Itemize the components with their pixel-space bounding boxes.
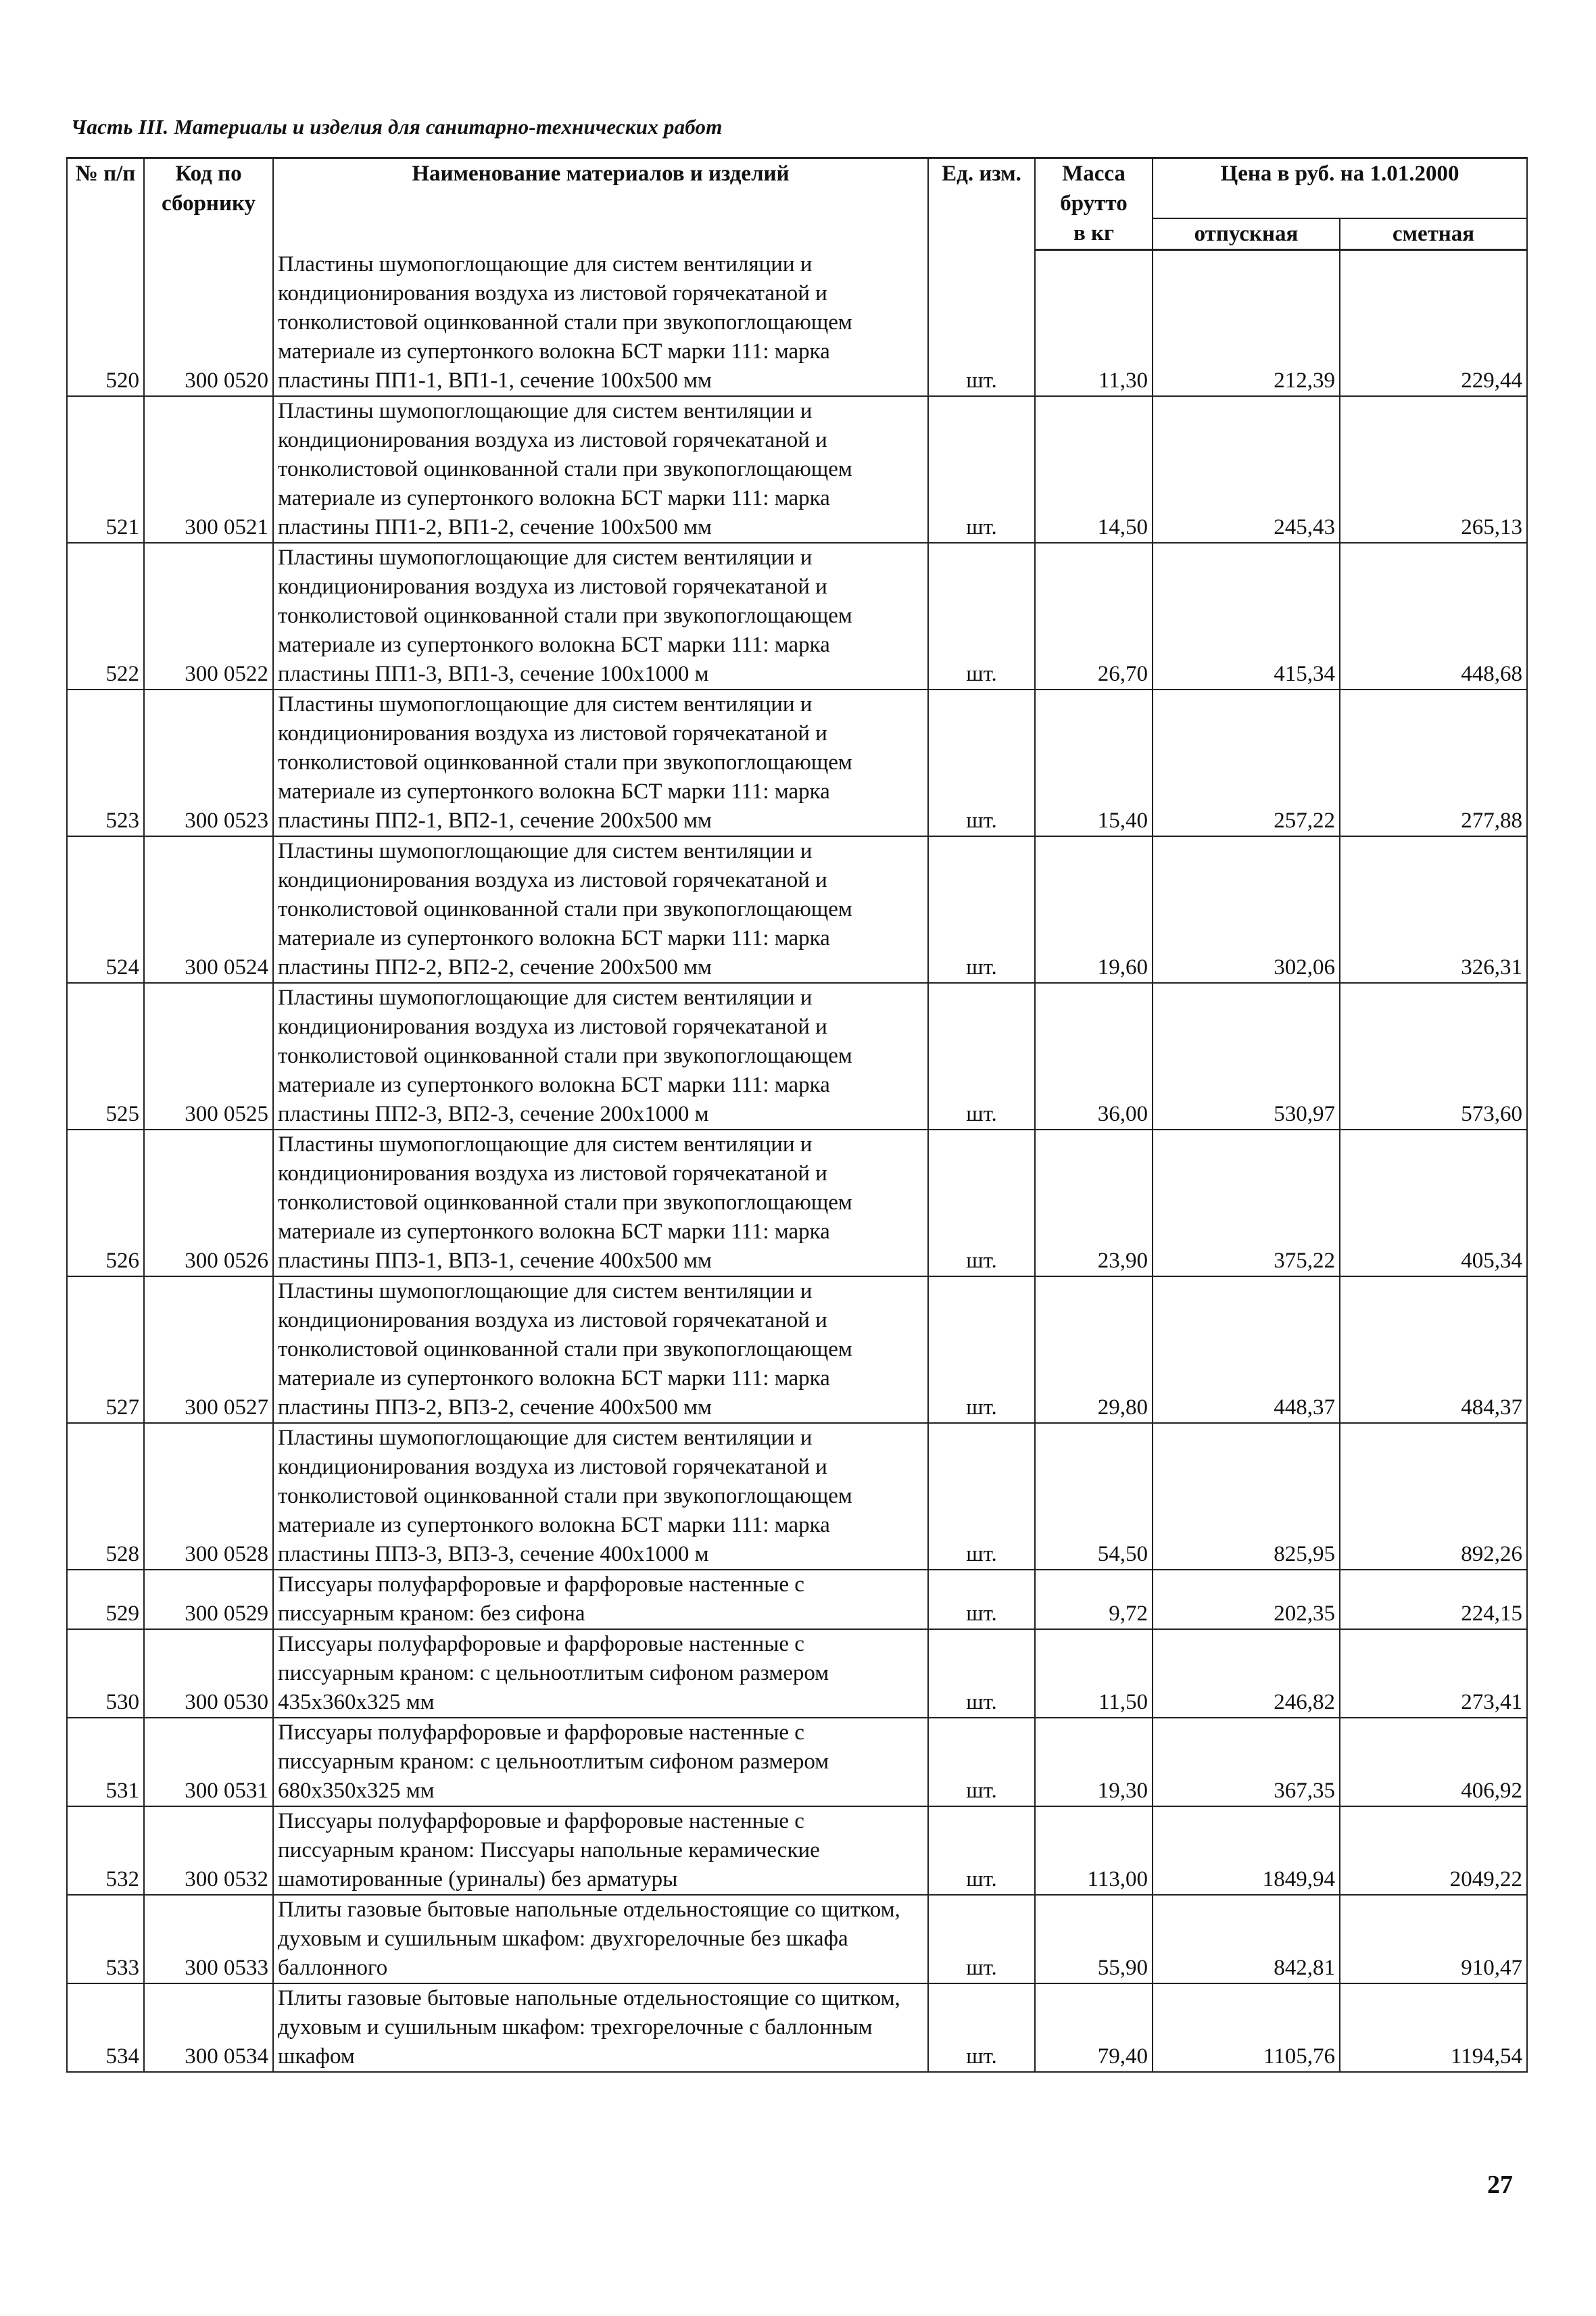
row-name: Пластины шумопоглощающие для систем вентиляции и кондиционирования воздуха из листовой горячекатаной и тонколистовой оцинкованной стали при звукопоглощающем материале из супертонкого волокна БСТ марки 111: марка пластины ПП3-1, ВП3-1, сечение 400х500 мм [273,1130,928,1276]
row-code: 300 0532 [144,1806,273,1895]
row-mass: 14,50 [1035,396,1153,543]
row-name: Пластины шумопоглощающие для систем вентиляции и кондиционирования воздуха из листовой горячекатаной и тонколистовой оцинкованной стали при звукопоглощающем материале из супертонкого волокна БСТ марки 111: марка пластины ПП3-3, ВП3-3, сечение 400х1000 м [273,1423,928,1570]
row-price-release: 842,81 [1153,1895,1340,1983]
row-mass: 19,60 [1035,836,1153,983]
row-price-estimate: 484,37 [1340,1276,1527,1423]
header-price-release: отпускная [1153,218,1340,250]
row-price-estimate: 573,60 [1340,983,1527,1130]
row-name: Писсуары полуфарфоровые и фарфоровые настенные с писсуарным краном: с цельноотлитым сифоном размером 680х350х325 мм [273,1718,928,1806]
table-row [67,1276,1527,1423]
row-number: 532 [67,1806,144,1895]
row-price-release: 257,22 [1153,690,1340,836]
row-price-release: 302,06 [1153,836,1340,983]
table-row [67,983,1527,1130]
row-price-release: 202,35 [1153,1570,1340,1629]
row-unit: шт. [928,1276,1035,1423]
table-row [67,1718,1527,1806]
row-price-release: 1849,94 [1153,1806,1340,1895]
row-price-release: 212,39 [1153,250,1340,396]
row-number: 531 [67,1718,144,1806]
row-unit: шт. [928,1629,1035,1718]
table-row [67,543,1527,690]
row-name: Писсуары полуфарфоровые и фарфоровые настенные с писсуарным краном: без сифона [273,1570,928,1629]
row-unit: шт. [928,1983,1035,2072]
row-number: 534 [67,1983,144,2072]
row-name: Плиты газовые бытовые напольные отдельностоящие со щитком, духовым и сушильным шкафом: двухгорелочные без шкафа баллонного [273,1895,928,1983]
row-code: 300 0524 [144,836,273,983]
row-code: 300 0529 [144,1570,273,1629]
row-price-estimate: 448,68 [1340,543,1527,690]
row-code: 300 0525 [144,983,273,1130]
page-number: 27 [1487,2171,1513,2199]
row-code: 300 0521 [144,396,273,543]
table-row [67,1895,1527,1983]
row-unit: шт. [928,250,1035,396]
row-price-release: 415,34 [1153,543,1340,690]
row-price-release: 825,95 [1153,1423,1340,1570]
row-code: 300 0528 [144,1423,273,1570]
row-unit: шт. [928,836,1035,983]
row-code: 300 0526 [144,1130,273,1276]
row-code: 300 0533 [144,1895,273,1983]
row-name: Писсуары полуфарфоровые и фарфоровые настенные с писсуарным краном: Писсуары напольные керамические шамотированные (уриналы) без арматуры [273,1806,928,1895]
row-unit: шт. [928,690,1035,836]
row-unit: шт. [928,1423,1035,1570]
row-price-estimate: 2049,22 [1340,1806,1527,1895]
row-code: 300 0530 [144,1629,273,1718]
table-row [67,396,1527,543]
row-name: Пластины шумопоглощающие для систем вентиляции и кондиционирования воздуха из листовой горячекатаной и тонколистовой оцинкованной стали при звукопоглощающем материале из супертонкого волокна БСТ марки 111: марка пластины ПП3-2, ВП3-2, сечение 400х500 мм [273,1276,928,1423]
row-mass: 36,00 [1035,983,1153,1130]
row-number: 524 [67,836,144,983]
row-code: 300 0534 [144,1983,273,2072]
table-row [67,690,1527,836]
table-row [67,1423,1527,1570]
table-header-row [67,158,1527,219]
table-row [67,1629,1527,1718]
row-name: Плиты газовые бытовые напольные отдельностоящие со щитком, духовым и сушильным шкафом: трехгорелочные с баллонным шкафом [273,1983,928,2072]
row-mass: 19,30 [1035,1718,1153,1806]
row-mass: 29,80 [1035,1276,1153,1423]
header-mass-unit: в кг [1035,218,1153,250]
row-number: 527 [67,1276,144,1423]
header-price-estimate: сметная [1340,218,1527,250]
row-number: 526 [67,1130,144,1276]
row-price-release: 530,97 [1153,983,1340,1130]
row-price-estimate: 1194,54 [1340,1983,1527,2072]
row-price-estimate: 273,41 [1340,1629,1527,1718]
row-mass: 11,50 [1035,1629,1153,1718]
row-name: Пластины шумопоглощающие для систем вентиляции и кондиционирования воздуха из листовой горячекатаной и тонколистовой оцинкованной стали при звукопоглощающем материале из супертонкого волокна БСТ марки 111: марка пластины ПП1-2, ВП1-2, сечение 100х500 мм [273,396,928,543]
row-mass: 55,90 [1035,1895,1153,1983]
table-row [67,1806,1527,1895]
row-code: 300 0527 [144,1276,273,1423]
row-price-release: 245,43 [1153,396,1340,543]
row-price-release: 448,37 [1153,1276,1340,1423]
row-price-estimate: 406,92 [1340,1718,1527,1806]
row-mass: 54,50 [1035,1423,1153,1570]
materials-price-table [66,157,1528,2073]
row-price-estimate: 405,34 [1340,1130,1527,1276]
row-mass: 23,90 [1035,1130,1153,1276]
header-code: Код по сборнику [144,158,273,250]
row-price-estimate: 224,15 [1340,1570,1527,1629]
row-unit: шт. [928,983,1035,1130]
table-row [67,250,1527,396]
row-name: Пластины шумопоглощающие для систем вентиляции и кондиционирования воздуха из листовой горячекатаной и тонколистовой оцинкованной стали при звукопоглощающем материале из супертонкого волокна БСТ марки 111: марка пластины ПП2-2, ВП2-2, сечение 200х500 мм [273,836,928,983]
row-price-estimate: 265,13 [1340,396,1527,543]
row-mass: 79,40 [1035,1983,1153,2072]
row-unit: шт. [928,543,1035,690]
row-number: 530 [67,1629,144,1718]
row-number: 521 [67,396,144,543]
row-unit: шт. [928,1130,1035,1276]
row-name: Писсуары полуфарфоровые и фарфоровые настенные с писсуарным краном: с цельноотлитым сифоном размером 435х360х325 мм [273,1629,928,1718]
row-price-release: 375,22 [1153,1130,1340,1276]
row-number: 523 [67,690,144,836]
row-price-release: 367,35 [1153,1718,1340,1806]
row-code: 300 0523 [144,690,273,836]
row-unit: шт. [928,1718,1035,1806]
row-code: 300 0520 [144,250,273,396]
row-mass: 113,00 [1035,1806,1153,1895]
table-row [67,1983,1527,2072]
row-number: 533 [67,1895,144,1983]
row-unit: шт. [928,1806,1035,1895]
row-name: Пластины шумопоглощающие для систем вентиляции и кондиционирования воздуха из листовой горячекатаной и тонколистовой оцинкованной стали при звукопоглощающем материале из супертонкого волокна БСТ марки 111: марка пластины ПП2-1, ВП2-1, сечение 200х500 мм [273,690,928,836]
row-code: 300 0531 [144,1718,273,1806]
row-price-release: 1105,76 [1153,1983,1340,2072]
table-row [67,1570,1527,1629]
table-row [67,836,1527,983]
row-name: Пластины шумопоглощающие для систем вентиляции и кондиционирования воздуха из листовой горячекатаной и тонколистовой оцинкованной стали при звукопоглощающем материале из супертонкого волокна БСТ марки 111: марка пластины ПП1-1, ВП1-1, сечение 100х500 мм [273,250,928,396]
running-header: Часть III. Материалы и изделия для санитарно-технических работ [71,115,723,139]
row-number: 520 [67,250,144,396]
header-name: Наименование материалов и изделий [273,158,928,250]
row-number: 525 [67,983,144,1130]
row-name: Пластины шумопоглощающие для систем вентиляции и кондиционирования воздуха из листовой горячекатаной и тонколистовой оцинкованной стали при звукопоглощающем материале из супертонкого волокна БСТ марки 111: марка пластины ПП2-3, ВП2-3, сечение 200х1000 м [273,983,928,1130]
header-price-group: Цена в руб. на 1.01.2000 [1153,158,1527,219]
row-name: Пластины шумопоглощающие для систем вентиляции и кондиционирования воздуха из листовой горячекатаной и тонколистовой оцинкованной стали при звукопоглощающем материале из супертонкого волокна БСТ марки 111: марка пластины ПП1-3, ВП1-3, сечение 100х1000 м [273,543,928,690]
header-unit: Ед. изм. [928,158,1035,250]
row-price-estimate: 892,26 [1340,1423,1527,1570]
header-num: № п/п [67,158,144,250]
row-unit: шт. [928,1895,1035,1983]
row-code: 300 0522 [144,543,273,690]
row-number: 529 [67,1570,144,1629]
row-mass: 26,70 [1035,543,1153,690]
row-price-release: 246,82 [1153,1629,1340,1718]
row-number: 522 [67,543,144,690]
row-price-estimate: 229,44 [1340,250,1527,396]
table-body [67,158,1527,2072]
row-unit: шт. [928,396,1035,543]
table-row [67,1130,1527,1276]
row-number: 528 [67,1423,144,1570]
row-mass: 11,30 [1035,250,1153,396]
row-price-estimate: 910,47 [1340,1895,1527,1983]
row-price-estimate: 326,31 [1340,836,1527,983]
row-mass: 9,72 [1035,1570,1153,1629]
header-mass: Масса брутто [1035,158,1153,219]
row-unit: шт. [928,1570,1035,1629]
row-price-estimate: 277,88 [1340,690,1527,836]
row-mass: 15,40 [1035,690,1153,836]
